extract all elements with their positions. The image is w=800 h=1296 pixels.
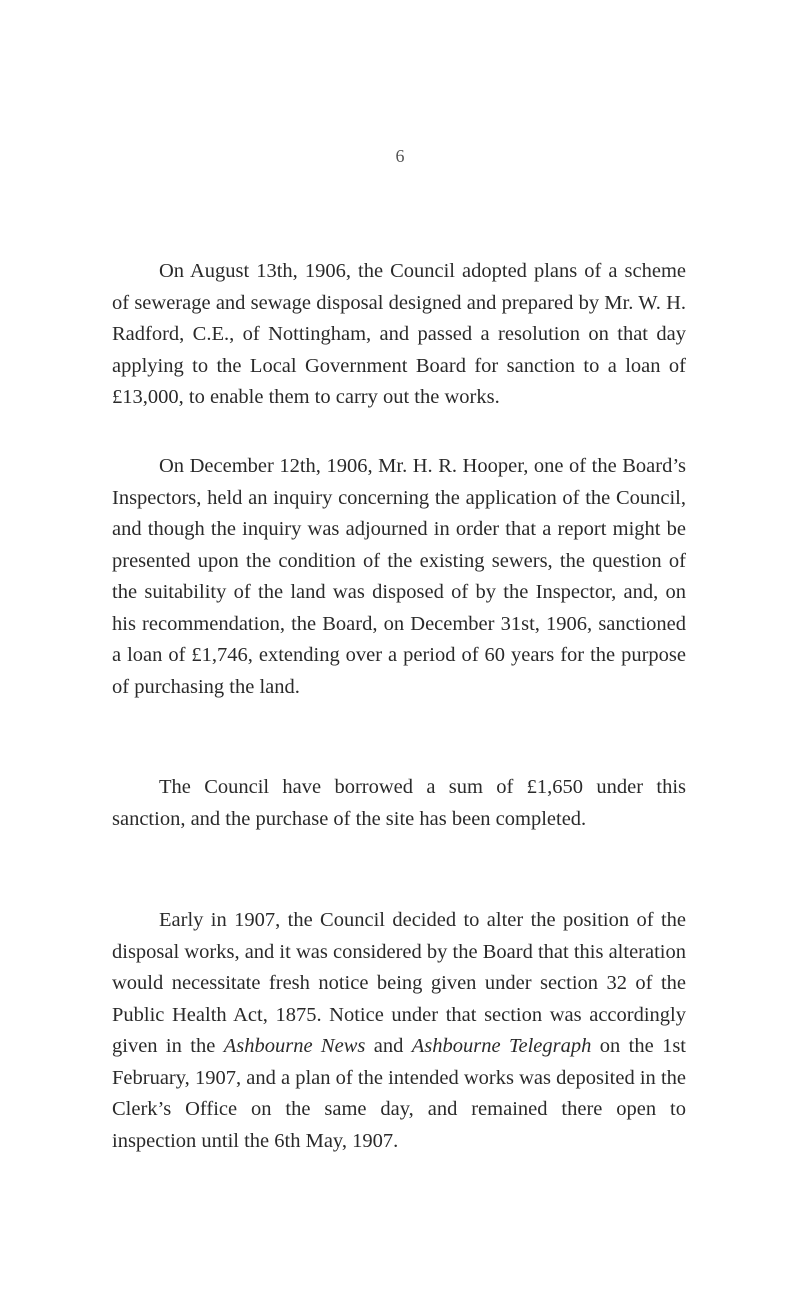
paragraph-text: On December 12th, 1906, Mr. H. R. Hooper, one of the Board’s Inspectors, held an inquiry concerning the application of the Council, and though the inquiry was adjourned in order that a report might be presented upon the condition of the existing sewers, the question of the suitability of the land was disposed of by the Inspector, and, on his recommendation, the Board, on December 31st, 1906, sanctioned a loan of £1,746, extending over a period of 60 years for the purpose of purchasing the land. [112, 455, 686, 698]
newspaper-title-telegraph: Ashbourne Telegraph [411, 1035, 592, 1057]
paragraph-text: The Council have borrowed a sum of £1,650 under this sanction, and the purchase of the site has been completed. [112, 776, 686, 830]
paragraph-borrowed-sum [112, 772, 686, 835]
paragraph-text-start: Early in 1907, the Council decided to alter the position of the disposal works, and it was considered by the Board that this alteration would necessitate fresh notice being given under section 32 of the Public Health Act, 1875. Notice under that section was accordingly given in the [112, 909, 686, 1057]
paragraph-text: On August 13th, 1906, the Council adopted plans of a scheme of sewerage and sewage disposal designed and prepared by Mr. W. H. Radford, C.E., of Nottingham, and passed a resolution on that day applying to the Local Government Board for sanction to a loan of £13,000, to enable them to carry out the works. [112, 260, 686, 408]
paragraph-disposal-works [112, 905, 686, 1157]
paragraph-text-joiner: and [365, 1035, 412, 1057]
paragraph-loan-application [112, 256, 686, 414]
newspaper-title-news: Ashbourne News [223, 1035, 366, 1057]
page-number: 6 [395, 146, 405, 166]
paragraph-text-end: on the 1st February, 1907, and a plan of the intended works was deposited in the Clerk’s Office on the same day, and remained there open to inspection until the 6th May, 1907. [112, 1035, 686, 1152]
paragraph-inquiry [112, 451, 686, 703]
